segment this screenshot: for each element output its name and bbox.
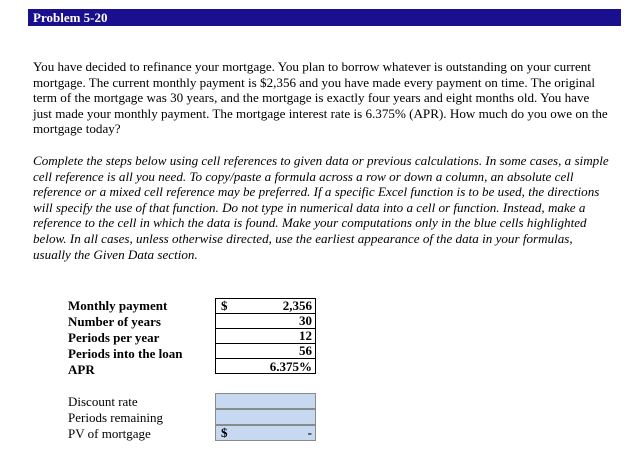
label-discount-rate: Discount rate xyxy=(68,394,138,409)
label-periods-into-loan: Periods into the loan xyxy=(68,346,183,361)
value-number-of-years: 30 xyxy=(299,313,312,328)
problem-title-bar xyxy=(28,9,621,26)
input-periods-remaining[interactable] xyxy=(215,409,316,425)
label-monthly-payment: Monthly payment xyxy=(68,298,168,313)
currency-symbol: $ xyxy=(221,298,228,313)
label-pv-of-mortgage: PV of mortgage xyxy=(68,426,151,441)
value-periods-per-year: 12 xyxy=(299,328,312,343)
instructions-text: Complete the steps below using cell references to given data or previous calculations. In some cases, a simple cell reference is all you need. To copy/paste a formula across a row or down a column, an absolute cell reference or a mixed cell reference may be preferred. If a specific Excel function is to be used, the directions will specify the use of that function. Do not type in numerical data into a cell or function. Instead, make a reference to the cell in which the data is found. Make your computations only in the blue cells highlighted below. In all cases, unless otherwise directed, use the earliest appearance of the data in your formulas, usually the Given Data section. xyxy=(33,153,609,262)
label-apr: APR xyxy=(68,362,95,377)
label-periods-per-year: Periods per year xyxy=(68,330,160,345)
label-periods-remaining: Periods remaining xyxy=(68,410,163,425)
problem-title: Problem 5-20 xyxy=(33,10,108,25)
value-periods-into-loan: 56 xyxy=(299,343,312,358)
label-number-of-years: Number of years xyxy=(68,314,161,329)
value-apr: 6.375% xyxy=(269,359,312,374)
problem-statement: You have decided to refinance your mortgage. You plan to borrow whatever is outstanding on your current mortgage. The current monthly payment is $2,356 and you have made every payment on time. The original term of the mortgage was 30 years, and the mortgage is exactly four years and eight months old. You have just made your monthly payment. The mortgage interest rate is 6.375% (APR). How much do you owe on the mortgage today? xyxy=(33,59,608,137)
value-monthly-payment: 2,356 xyxy=(282,298,312,313)
currency-symbol-pv: $ xyxy=(221,425,228,440)
value-pv-of-mortgage: - xyxy=(307,425,312,440)
input-discount-rate[interactable] xyxy=(215,393,316,409)
